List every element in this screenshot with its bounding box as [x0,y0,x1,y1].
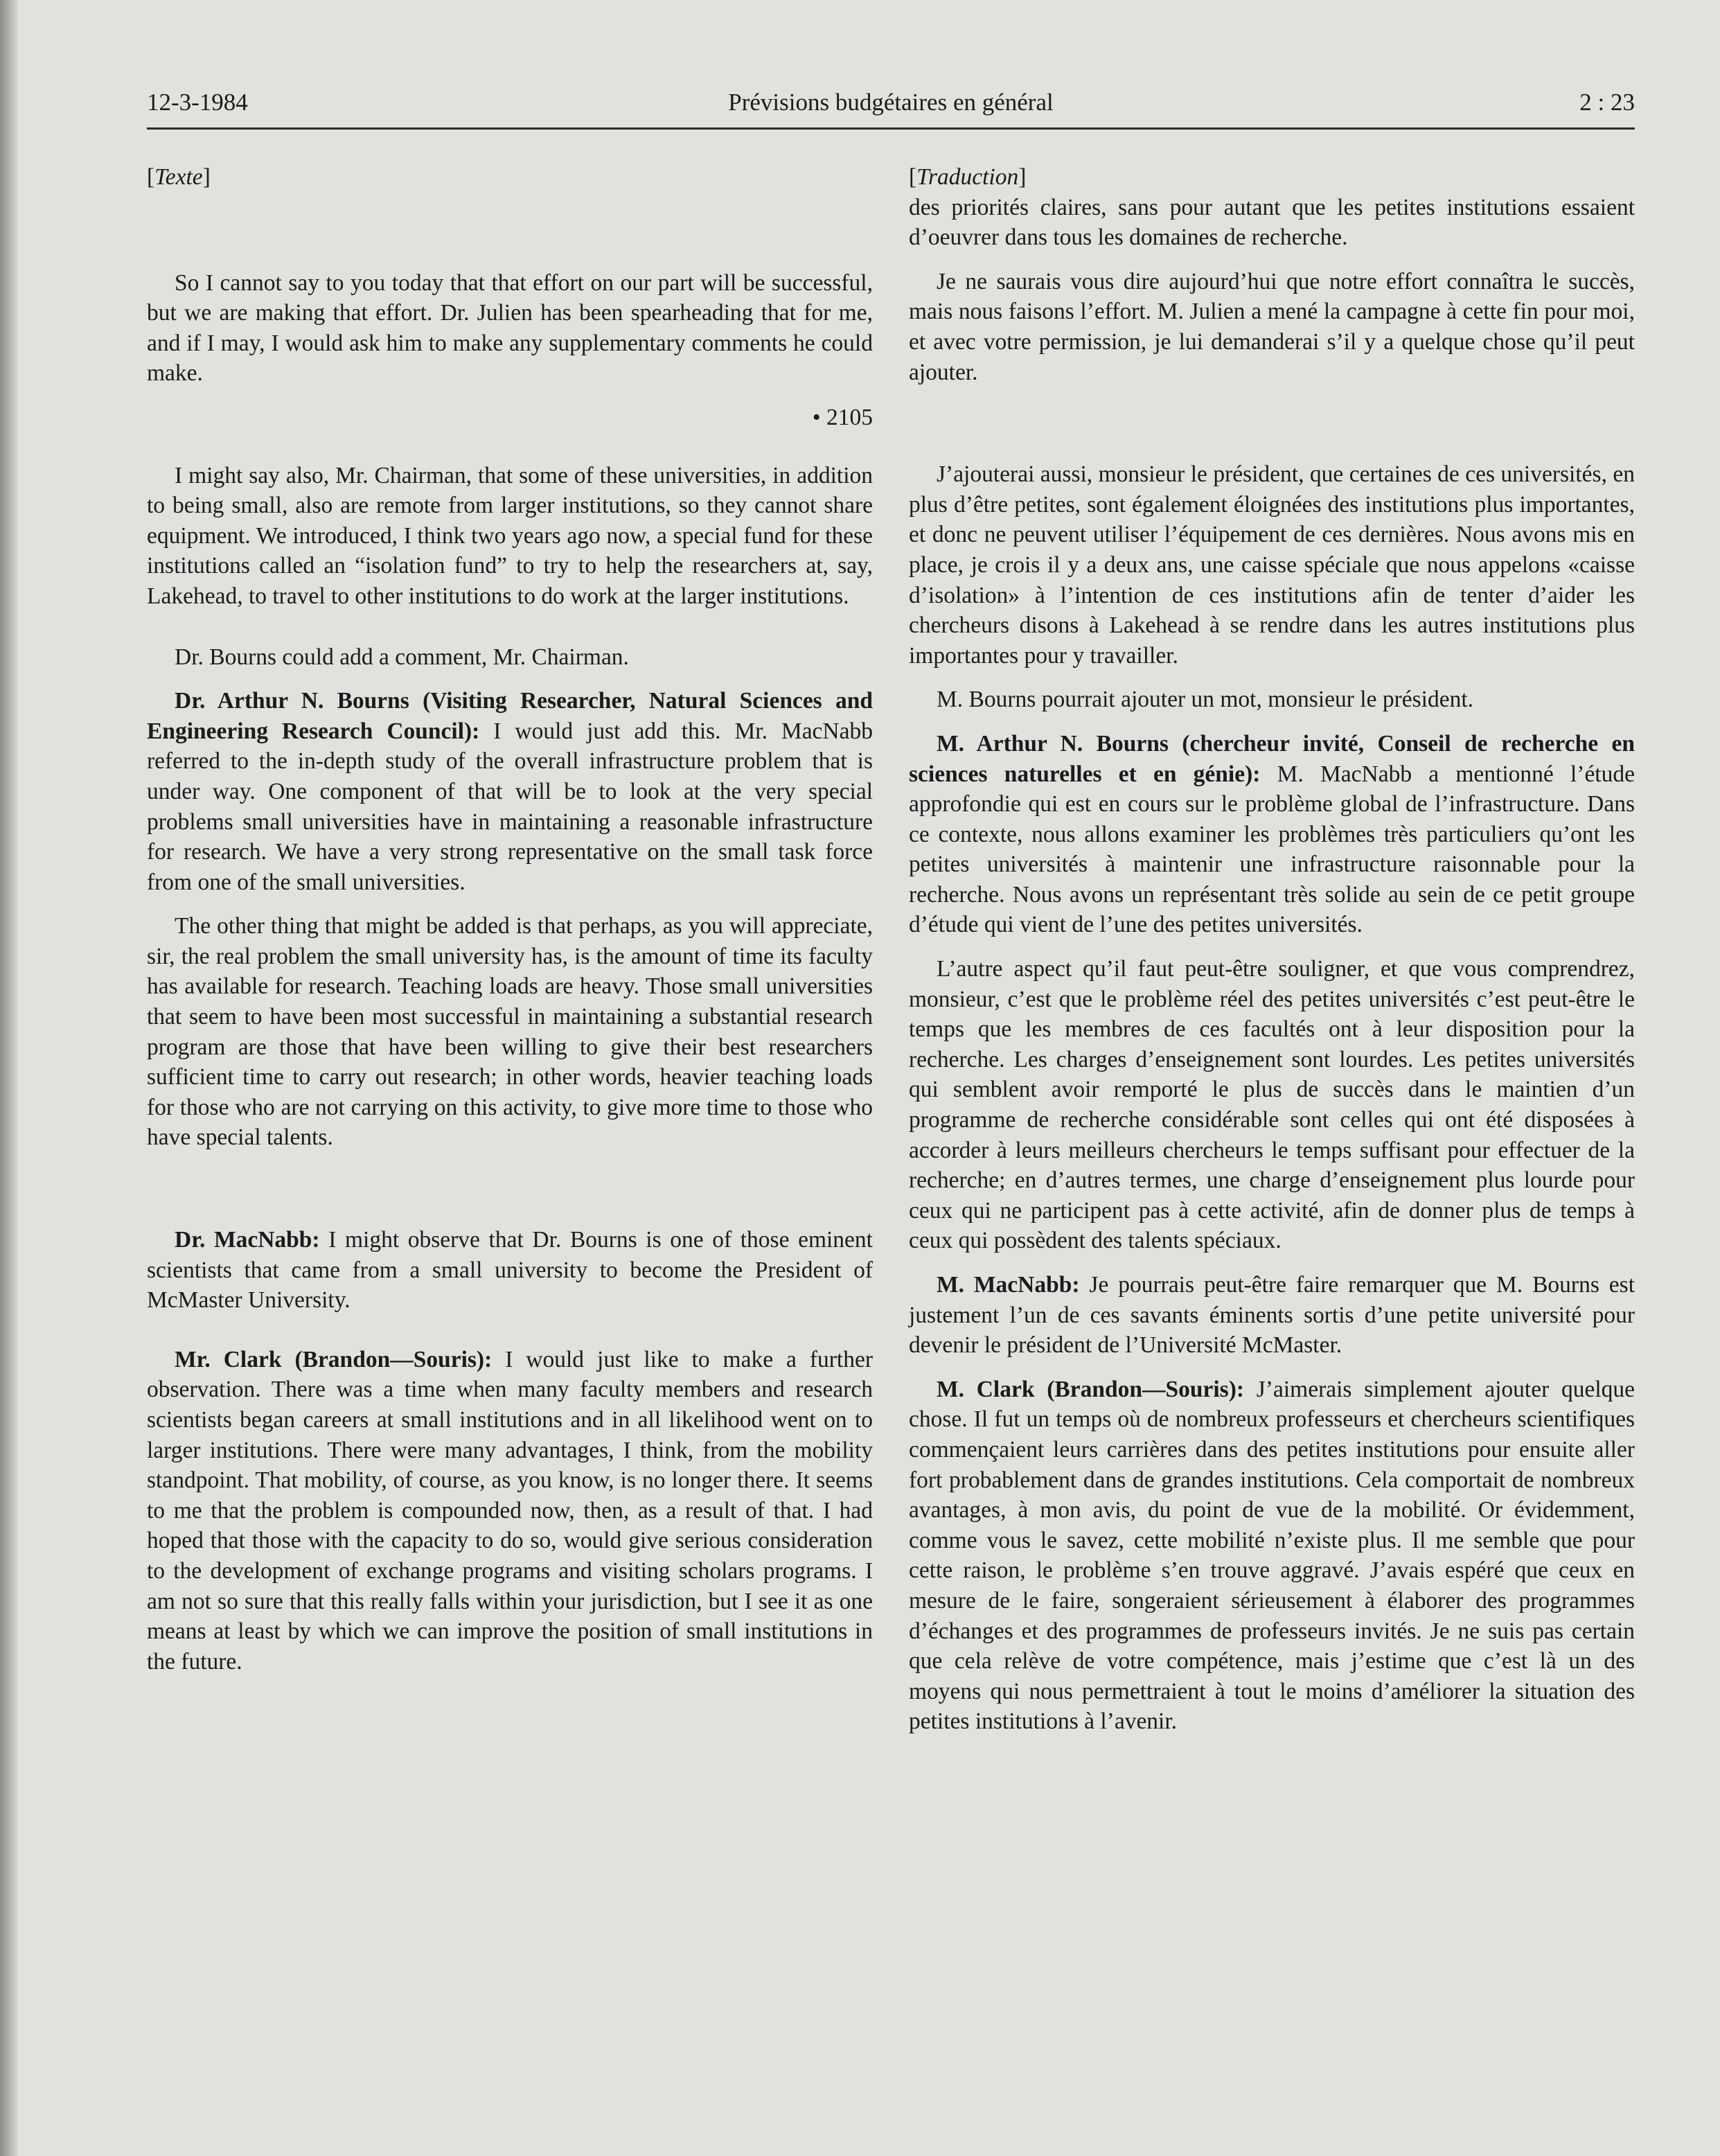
paragraph: The other thing that might be added is that perhaps, as you will appreciate, sir, the real problem the small university has, is the amount of time its faculty has available for research. Teaching loads are heavy. Those small universities that seem to have been most successful in maintaining a substantial research program are those that have been willing to give their best researchers sufficient time to carry out research; in other words, heavier teaching loads for those who are not carrying on this activity, to give more time to those who have special talents. [147,913,873,1151]
paragraph: J’ajouterai aussi, monsieur le président, que certaines de ces universités, en plus d’être petites, sont également éloignées des institutions plus importantes, et donc ne peuvent utiliser l’équipement de ces dernières. Nous avons mis en place, je crois il y a deux ans, une caisse spéciale que nous appelons «caisse d’isolation» à l’intention de ces institutions afin de tenter d’aider les chercheurs disons à Lakehead à se rendre dans les autres institutions plus importantes pour y travailler. [909,461,1635,669]
speech-text: J’aimerais simplement ajouter quelque chose. Il fut un temps où de nombreux professeurs et chercheurs scientifiques commençaient leurs carrières dans des petites institutions pour ensuite aller fort probablement dans de grandes institutions. Cela comportait de nombreux avantages, à mon avis, du point de vue de la mobilité. Or évidemment, comme vous le savez, cette mobilité n’existe plus. Il me semble que pour cette raison, le problème s’en trouve aggravé. J’avais espéré que ceux en mesure de le faire, songeraient sérieusement à élaborer des programmes d’échanges et des programmes de professeurs invités. Je ne suis pas certain que cela relève de votre compétence, mais j’estime que c’est là un des moyens qui nous permettraient à tout le moins d’améliorer la situation des petites institutions à l’avenir. [909,1376,1635,1735]
speaker-name: Mr. Clark (Brandon—Souris): [175,1346,493,1372]
paragraph: I might say also, Mr. Chairman, that some of these universities, in addition to being small, also are remote from larger institutions, so they cannot share equipment. We introduced, I think two years ago now, a special fund for these institutions called an “isolation fund” to try to help the researchers at, say, Lakehead, to travel to other institutions to do work at the larger institutions. [147,462,873,609]
paragraph: So I cannot say to you today that that effort on our part will be successful, but we are making that effort. Dr. Julien has been spearheading that for me, and if I may, I would ask him to make any supplementary comments he could make. [147,270,873,387]
paragraph: M. Bourns pourrait ajouter un mot, monsieur le président. [937,687,1474,713]
speech-text: I might observe that Dr. Bourns is one of those eminent scientists that came from a small university to become the President of McMaster University. [147,1227,873,1314]
language-label-text: Texte [154,164,203,190]
french-column [909,162,1635,1737]
speech-text: Je pourrais peut-être faire remarquer que M. Bourns est justement l’un de ces savants éminents sortis d’une petite université pour devenir le président de l’Université McMaster. [909,1272,1635,1359]
paragraph [147,1345,873,1677]
paragraph: Dr. Bourns could add a comment, Mr. Chairman. [175,644,629,670]
speech-text: I would just add this. Mr. MacNabb referred to the in-depth study of the overall infrastructure problem that is under way. One component of that will be to look at the very special problems small universities have in maintaining a reasonable infrastructure for research. We have a very strong representative on the small task force from one of the small universities. [147,718,873,895]
speaker-name: M. Arthur N. Bourns (chercheur invité, Conseil de recherche en sciences naturelles et en génie): [909,730,1635,787]
english-column [147,162,873,1677]
header-title: Prévisions budgétaires en général [728,89,1054,116]
speaker-name: Dr. Arthur N. Bourns (Visiting Researcher, Natural Sciences and Engineering Research Council): [147,688,873,744]
paragraph [909,1270,1635,1361]
speaker-name: M. Clark (Brandon—Souris): [937,1376,1245,1402]
time-marker: • 2105 [812,404,873,430]
header-page-number: 2 : 23 [1579,89,1635,116]
language-label-text: Traduction [916,164,1019,190]
paragraph [147,686,873,897]
header-date: 12-3-1984 [147,89,248,116]
paragraph: des priorités claires, sans pour autant que les petites institutions essaient d’oeuvrer dans tous les domaines de recherche. [909,194,1635,251]
speaker-name: M. MacNabb: [937,1272,1080,1298]
speech-text: M. MacNabb a mentionné l’étude approfondie qui est en cours sur le problème global de l’infrastructure. Dans ce contexte, nous allons examiner les problèmes très particuliers qu’ont les petites universités à maintenir une infrastructure raisonnable pour la recherche. Nous avons un représentant très solide au sein de ce petit groupe d’étude qui vient de l’une des petites universités. [909,761,1635,938]
paragraph [909,1375,1635,1737]
language-label: [Texte] [147,164,211,190]
language-label: [Traduction] [909,164,1027,190]
paragraph [909,729,1635,940]
speaker-name: Dr. MacNabb: [175,1227,320,1253]
header-rule [147,127,1635,130]
page-edge-shadow [0,0,18,2156]
paragraph: L’autre aspect qu’il faut peut-être souligner, et que vous comprendrez, monsieur, c’est que le problème réel des petites universités c’est peut-être le temps que les membres de ces facultés ont à leur disposition pour la recherche. Les charges d’enseignement sont lourdes. Les petites universités qui semblent avoir remporté le plus de succès dans le maintien d’un programme de recherche considérable sont celles qui ont été disposées à accorder à leurs meilleurs chercheurs le temps suffisant pour effectuer de la recherche; en d’autres termes, une charge d’enseignement plus lourde pour ceux qui ne participent pas à cette activité, afin de donner plus de temps à ceux qui possèdent des talents spéciaux. [909,956,1635,1254]
page-header [147,89,1635,129]
paragraph [147,1225,873,1316]
paragraph: Je ne saurais vous dire aujourd’hui que notre effort connaîtra le succès, mais nous faisons l’effort. M. Julien a mené la campagne à cette fin pour moi, et avec votre permission, je lui demanderai s’il y a quelque chose qu’il peut ajouter. [909,268,1635,385]
speech-text: I would just like to make a further observation. There was a time when many faculty members and research scientists began careers at small institutions and in all likelihood went on to larger institutions. There were many advantages, I think, from the mobility standpoint. That mobility, of course, as you know, is no longer there. It seems to me that the problem is compounded now, then, as a result of that. I had hoped that those with the capacity to do so, would give serious consideration to the development of exchange programs and visiting scholars programs. I am not so sure that this really falls within your jurisdiction, but I see it as one means at least by which we can improve the position of small institutions in the future. [147,1346,874,1675]
